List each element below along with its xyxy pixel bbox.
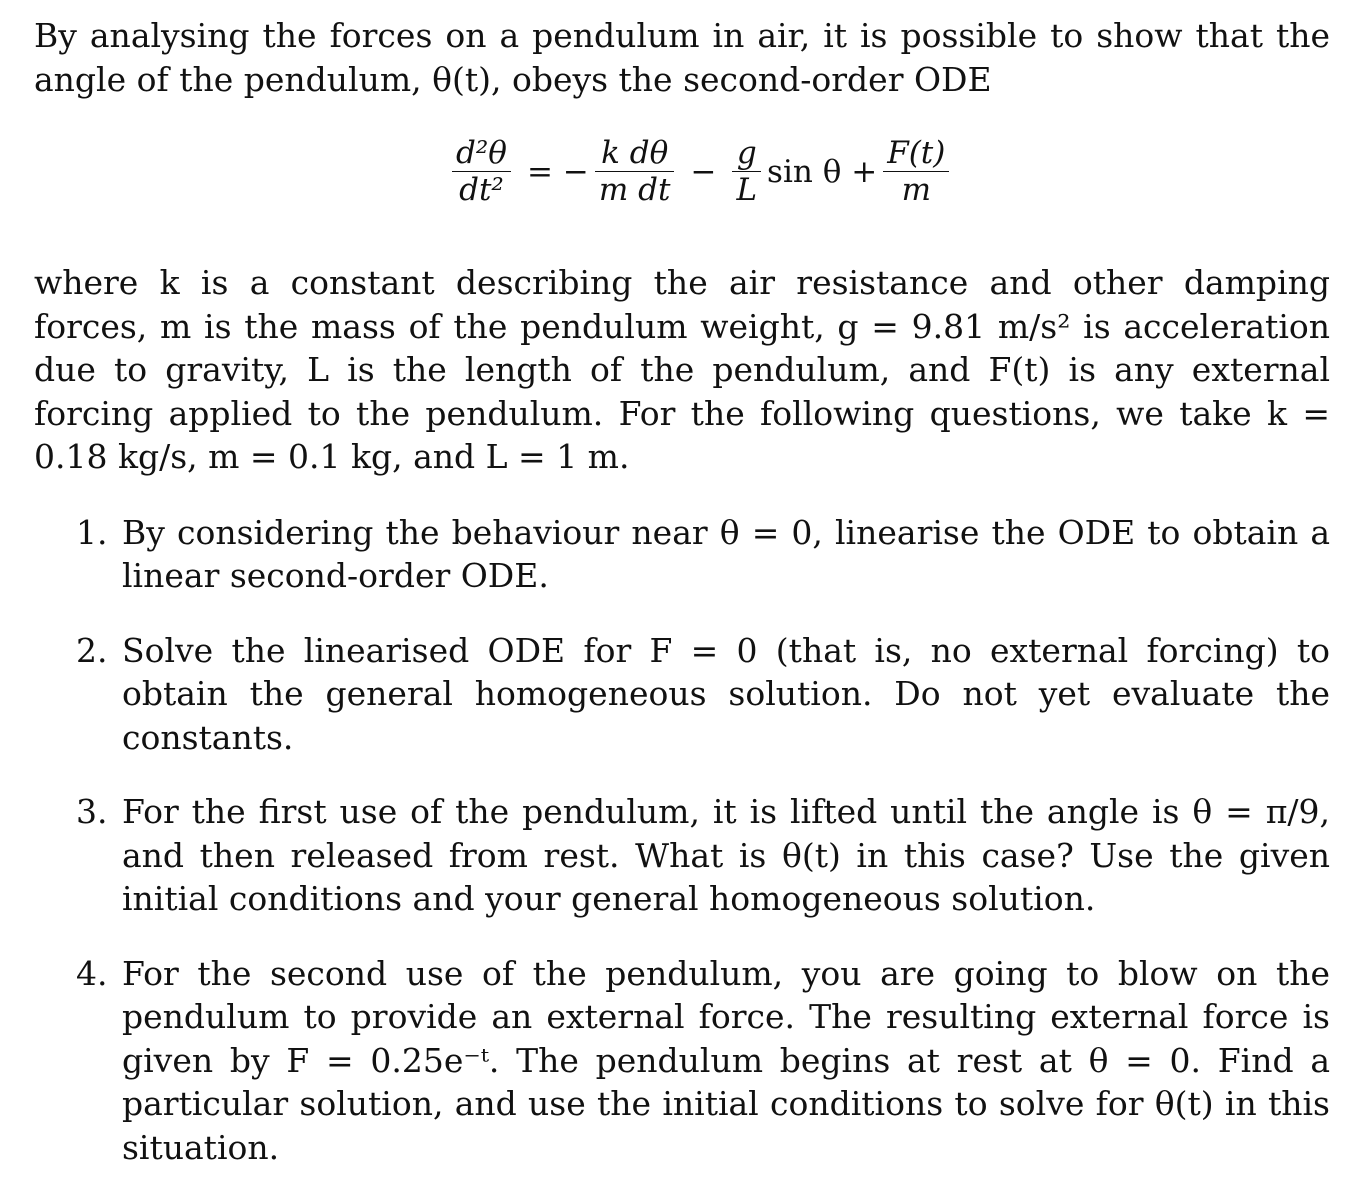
forcing-denominator: m — [901, 172, 931, 208]
gravity-fraction — [732, 135, 761, 208]
variable-description: where k is a constant describing the air resistance and other damping forces, m is the mass of the pendulum weight, g = 9.81 m/s² is acceleration due to gravity, L is the length of the pendulum, and F(t) is any external forcing applied to the pendulum. For the following questions, we take k = 0.18 kg/s, m = 0.1 kg, and L = 1 m. — [34, 263, 1330, 476]
forcing-numerator: F(t) — [887, 135, 946, 171]
question-number: 3. — [76, 792, 108, 831]
lhs-fraction — [452, 135, 511, 208]
pendulum-ode — [34, 101, 1330, 261]
gravity-numerator: g — [736, 135, 757, 171]
lhs-numerator: d²θ — [456, 135, 507, 171]
forcing-fraction — [883, 135, 949, 208]
lhs-denominator: dt² — [459, 172, 504, 208]
question-text: Solve the linearised ODE for F = 0 (that is, no external forcing) to obtain the general homogeneous solution. Do not yet evaluate the constants. — [122, 630, 1330, 757]
sine-term: sin θ + — [767, 153, 878, 190]
question-item — [34, 511, 1330, 598]
gravity-denominator: L — [736, 172, 758, 208]
question-item — [34, 790, 1330, 921]
question-item — [34, 952, 1330, 1170]
question-text: For the first use of the pendulum, it is lifted until the angle is θ = π/9, and then released from rest. What is θ(t) in this case? Use the given initial conditions and your general homogeneous solution. — [122, 792, 1330, 918]
question-number: 4. — [76, 953, 108, 993]
question-list — [34, 511, 1330, 1170]
ode-equation — [446, 135, 955, 208]
question-number: 2. — [76, 630, 108, 670]
question-item — [34, 629, 1330, 760]
minus-sign-2: − — [690, 153, 717, 190]
question-number: 1. — [76, 512, 108, 552]
question-text: For the second use of the pendulum, you are going to blow on the pendulum to provide an external force. The resulting external force is given by F = 0.25e⁻ᵗ. The pendulum begins at rest at θ = 0. Find a particular solution, and use the initial conditions to solve for θ(t) in this situation. — [122, 953, 1330, 1167]
damping-fraction — [595, 135, 675, 208]
problem-sheet — [34, 14, 1330, 1200]
equals-sign: = — [526, 153, 553, 190]
damping-numerator: k dθ — [601, 135, 669, 171]
damping-denominator: m dt — [598, 172, 671, 208]
intro-paragraph: By analysing the forces on a pendulum in air, it is possible to show that the angle of the pendulum, θ(t), obeys the second-order ODE — [34, 16, 1330, 99]
minus-sign-1: − — [562, 153, 589, 190]
question-text: By considering the behaviour near θ = 0, linearise the ODE to obtain a linear second-order ODE. — [122, 512, 1330, 595]
